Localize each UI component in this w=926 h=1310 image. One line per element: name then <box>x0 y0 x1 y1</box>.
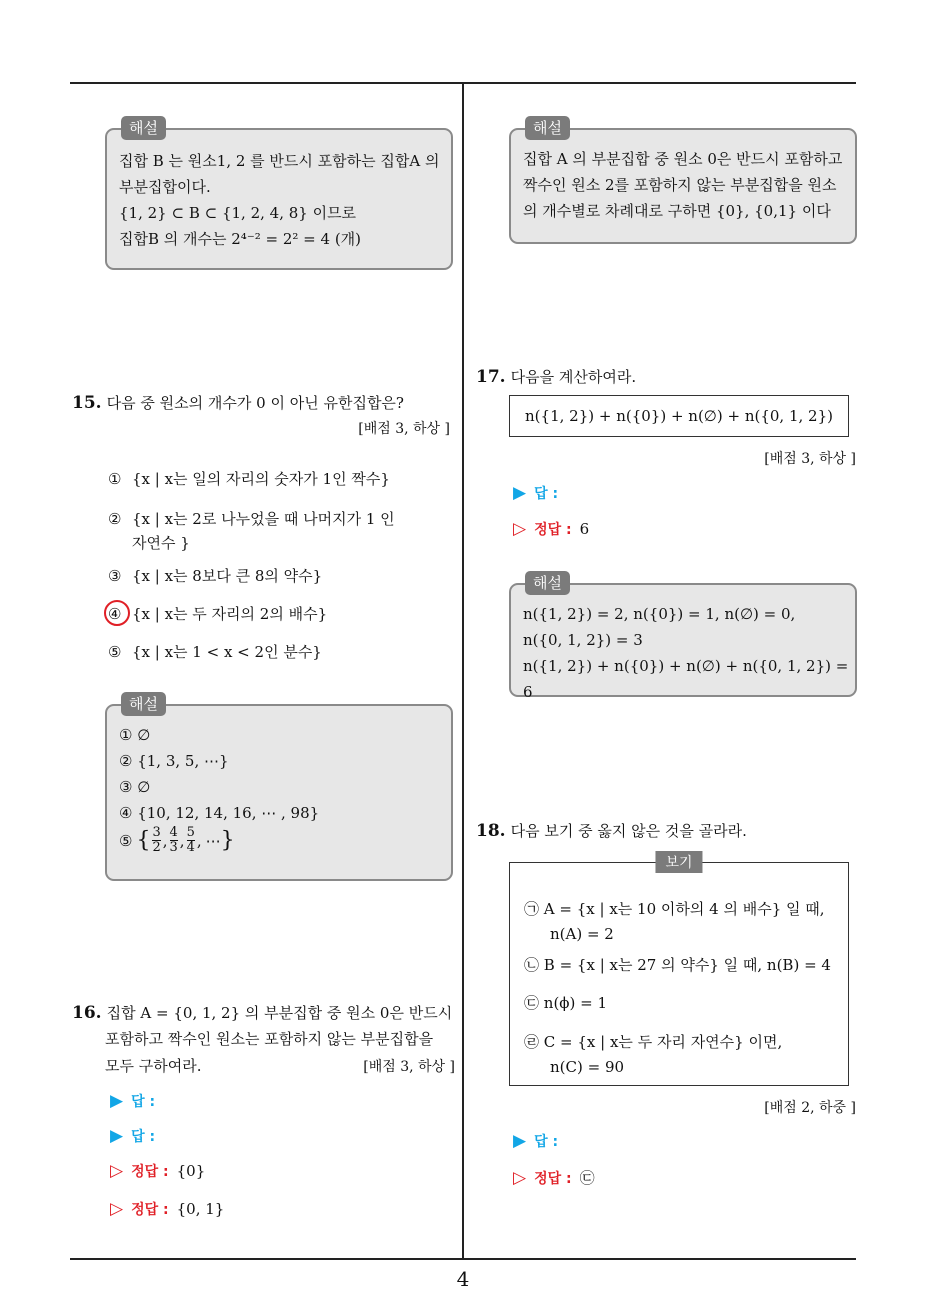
answer-circle-mark <box>104 600 130 626</box>
example-item-1-cont: n(A) = 2 <box>550 925 614 943</box>
play-outline-icon: ▷ <box>513 1167 527 1188</box>
play-outline-icon: ▷ <box>110 1161 124 1181</box>
choice-4[interactable]: ④ {x | x는 두 자리의 2의 배수} <box>108 605 328 623</box>
play-icon: ▶ <box>513 1131 527 1151</box>
solution-tag: 해설 <box>525 571 570 595</box>
choice-5[interactable]: ⑤ {x | x는 1 < x < 2인 분수} <box>108 643 322 661</box>
solution-line: n({0, 1, 2}) = 3 <box>523 631 643 649</box>
question-18 <box>476 820 856 841</box>
answer-input-row[interactable]: ▶ 답 : <box>110 1126 156 1146</box>
correct-answer-row: ▷ 정답 : ㉢ <box>513 1167 595 1188</box>
question-text: 다음을 계산하여라. <box>510 368 637 386</box>
question-17 <box>476 366 856 387</box>
fraction: $\frac{3}{2}$ <box>152 825 161 855</box>
correct-answer-row: ▷ 정답 : {0} <box>110 1161 206 1181</box>
question-text: 다음 보기 중 옳지 않은 것을 골라라. <box>510 822 747 840</box>
solution-tag: 해설 <box>525 116 570 140</box>
choice-2-cont: 자연수 } <box>132 534 190 552</box>
solution-line-fractions: ⑤ { $\frac{3}{2}$ , $\frac{4}{3}$ , $\frac{5}{4}$ , ⋯ } <box>119 825 235 855</box>
question-number: 16. <box>72 1003 102 1023</box>
play-icon: ▶ <box>110 1126 124 1146</box>
points-label: [배점 3, 하상 ] <box>363 1059 455 1075</box>
solution-line: 집합 A 의 부분집합 중 원소 0은 반드시 포함하고 <box>523 150 843 168</box>
question-16 <box>72 1002 457 1023</box>
fraction: $\frac{4}{3}$ <box>169 825 178 855</box>
example-item-4: ㉣ C = {x | x는 두 자리 자연수} 이면, <box>524 1033 783 1051</box>
solution-box-q17 <box>509 574 857 701</box>
points-label: [배점 3, 하상 ] <box>358 421 450 437</box>
play-icon: ▶ <box>110 1091 124 1111</box>
answer-input-row[interactable]: ▶ 답 : <box>110 1091 156 1111</box>
solution-tag: 해설 <box>121 116 166 140</box>
solution-line: ② {1, 3, 5, ⋯} <box>119 752 229 770</box>
example-item-1: ㉠ A = {x | x는 10 이하의 4 의 배수} 일 때, <box>524 900 825 918</box>
fraction: $\frac{5}{4}$ <box>186 825 195 855</box>
question-number: 17. <box>476 367 506 387</box>
play-outline-icon: ▷ <box>513 519 527 539</box>
solution-tag: 해설 <box>121 692 166 716</box>
play-outline-icon: ▷ <box>110 1199 124 1219</box>
answer-input-row[interactable]: ▶ 답 : <box>513 483 559 503</box>
solution-line: n({1, 2}) + n({0}) + n(∅) + n({0, 1, 2}) = 6 <box>523 657 849 701</box>
solution-line: 의 개수별로 차례대로 구하면 {0}, {0,1} 이다 <box>523 202 831 220</box>
expression-box: n({1, 2}) + n({0}) + n(∅) + n({0, 1, 2}) <box>509 395 849 437</box>
solution-line: n({1, 2}) = 2, n({0}) = 1, n(∅) = 0, <box>523 605 796 623</box>
question-text: 다음 중 원소의 개수가 0 이 아닌 유한집합은? <box>106 394 404 412</box>
play-icon: ▶ <box>513 483 527 503</box>
example-item-3: ㉢ n(ϕ) = 1 <box>524 994 608 1012</box>
correct-answer-row: ▷ 정답 : 6 <box>513 519 590 539</box>
solution-line: ① ∅ <box>119 726 151 744</box>
correct-answer-row: ▷ 정답 : {0, 1} <box>110 1199 225 1219</box>
solution-box-q16 <box>509 119 857 244</box>
page-number: 4 <box>456 1267 470 1291</box>
solution-line: ④ {10, 12, 14, 16, ⋯ , 98} <box>119 804 320 822</box>
column-divider <box>462 84 464 1259</box>
question-text-line: 포함하고 짝수인 원소는 포함하지 않는 부분집합을 <box>105 1030 434 1048</box>
example-tag: 보기 <box>655 851 702 873</box>
question-15 <box>72 392 452 413</box>
solution-box-q15 <box>105 695 453 881</box>
choice-2[interactable]: ② {x | x는 2로 나누었을 때 나머지가 1 인 <box>108 510 395 528</box>
points-label: [배점 3, 하상 ] <box>764 451 856 467</box>
question-text-line: 모두 구하여라. <box>105 1057 202 1075</box>
example-box <box>509 855 849 1086</box>
example-item-2: ㉡ B = {x | x는 27 의 약수} 일 때, n(B) = 4 <box>524 956 831 974</box>
solution-line: 집합B 의 개수는 2⁴⁻² = 2² = 4 (개) <box>119 230 362 248</box>
answer-input-row[interactable]: ▶ 답 : <box>513 1131 559 1151</box>
question-number: 15. <box>72 393 102 413</box>
points-label: [배점 2, 하중 ] <box>764 1100 856 1116</box>
solution-line: 짝수인 원소 2를 포함하지 않는 부분집합을 원소 <box>523 176 837 194</box>
solution-line: ③ ∅ <box>119 778 151 796</box>
solution-line: 부분집합이다. <box>119 178 211 196</box>
example-item-4-cont: n(C) = 90 <box>550 1058 625 1076</box>
choice-1[interactable]: ① {x | x는 일의 자리의 숫자가 1인 짝수} <box>108 470 390 488</box>
solution-line: 집합 B 는 원소1, 2 를 반드시 포함하는 집합A 의 <box>119 152 440 170</box>
solution-line: {1, 2} ⊂ B ⊂ {1, 2, 4, 8} 이므로 <box>119 204 357 222</box>
question-number: 18. <box>476 821 506 841</box>
question-text: 집합 A = {0, 1, 2} 의 부분집합 중 원소 0은 반드시 <box>106 1004 453 1022</box>
choice-3[interactable]: ③ {x | x는 8보다 큰 8의 약수} <box>108 567 323 585</box>
bottom-rule <box>70 1258 856 1260</box>
solution-box-q14 <box>105 119 453 270</box>
